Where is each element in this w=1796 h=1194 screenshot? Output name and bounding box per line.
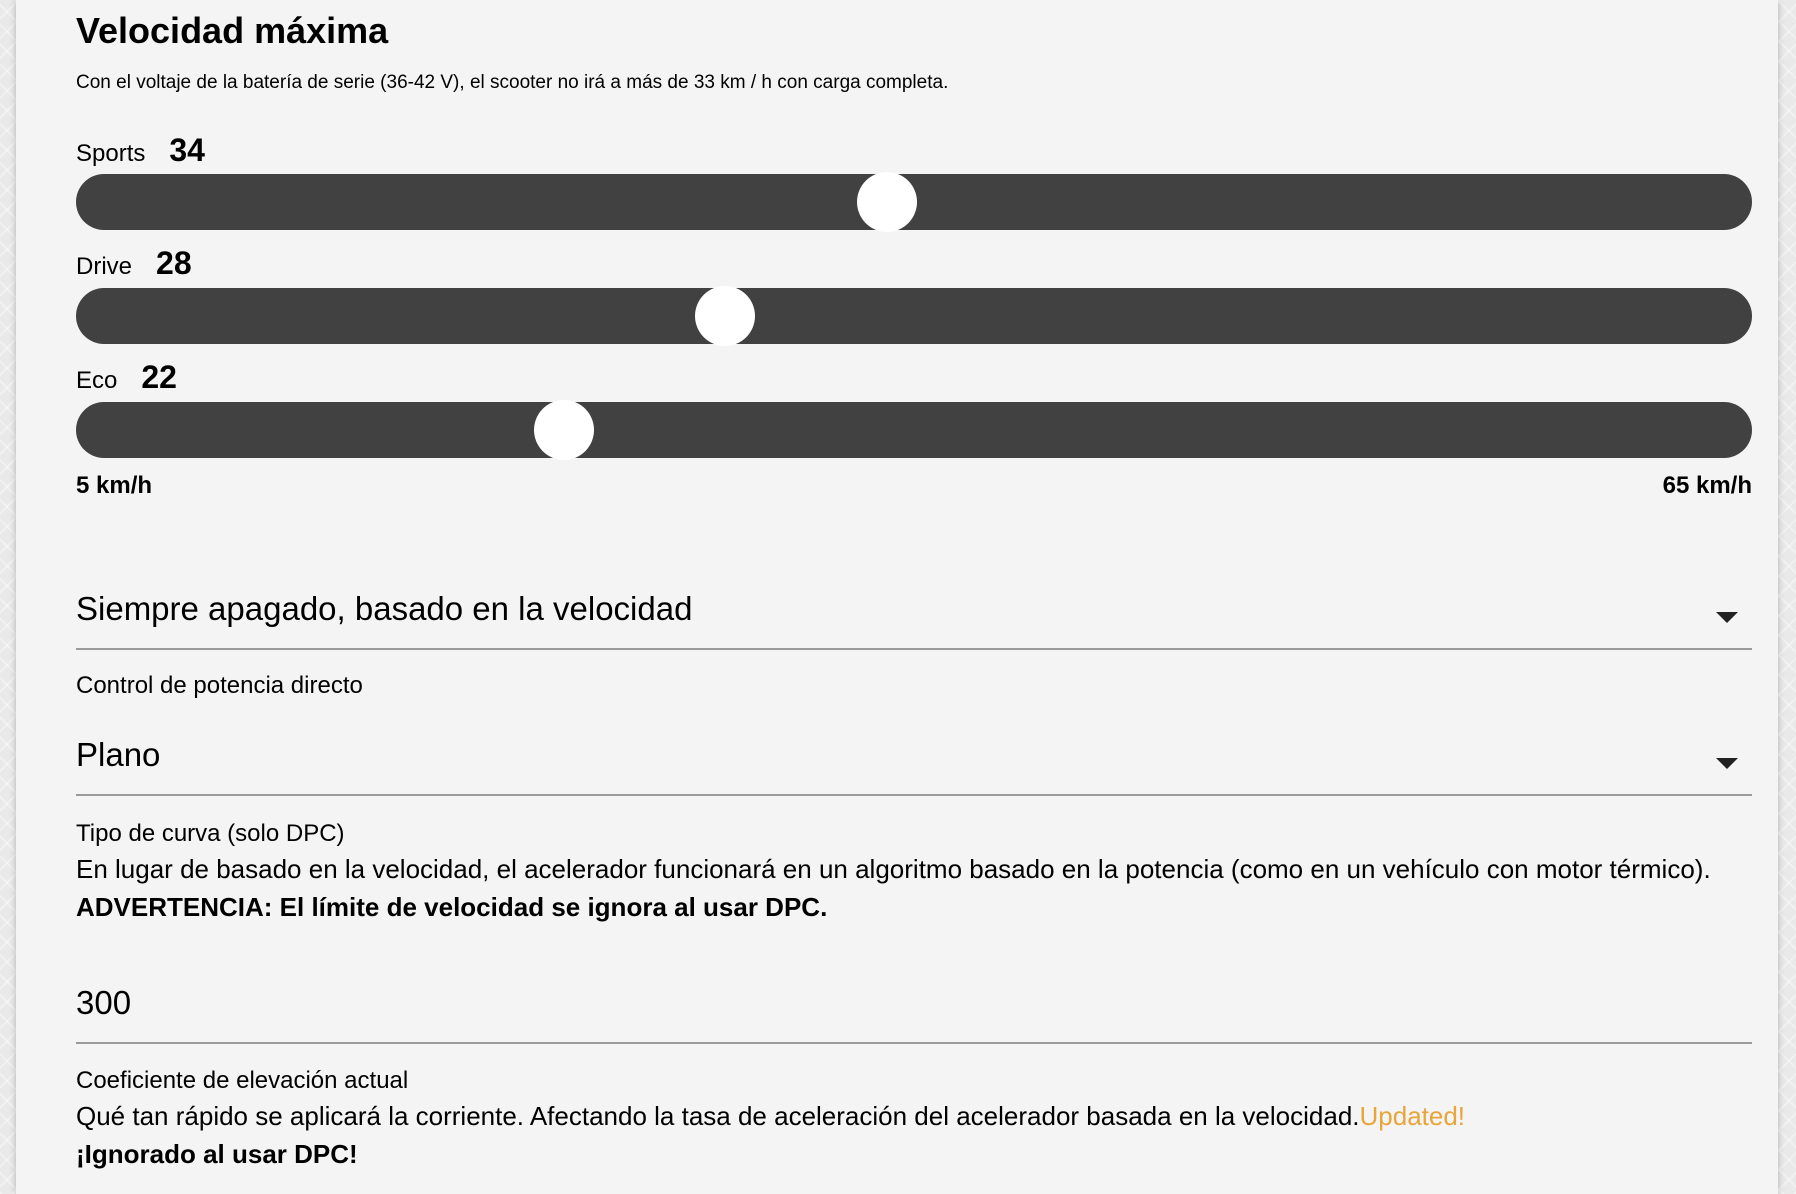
rise-coefficient-note: ¡Ignorado al usar DPC!	[76, 1139, 358, 1169]
slider-thumb[interactable]	[857, 172, 917, 232]
input-value: 300	[76, 984, 132, 1021]
dpc-label: Control de potencia directo	[76, 672, 363, 699]
sports-label	[76, 132, 205, 169]
section-title: Velocidad máxima	[76, 10, 389, 51]
dpc-select[interactable]	[76, 724, 1752, 796]
sports-speed-slider[interactable]	[76, 174, 1752, 230]
drive-speed-slider[interactable]	[76, 288, 1752, 344]
slider-thumb[interactable]	[695, 286, 755, 346]
rise-coefficient-description-text: Qué tan rápido se aplicará la corriente. Afectando la tasa de aceleración del acelerador basada en la velocidad.	[76, 1101, 1360, 1131]
throttle-mode-select[interactable]	[76, 578, 1752, 650]
rise-coefficient-description	[76, 1097, 1766, 1173]
slider-name: Sports	[76, 140, 146, 167]
slider-name: Drive	[76, 253, 133, 280]
eco-speed-slider[interactable]	[76, 402, 1752, 458]
select-value: Siempre apagado, basado en la velocidad	[76, 590, 693, 627]
section-subtitle: Con el voltaje de la batería de serie (36-42 V), el scooter no irá a más de 33 km / h con carga completa.	[76, 72, 949, 93]
updated-status: Updated!	[1359, 1101, 1466, 1131]
chevron-down-icon	[1716, 612, 1738, 623]
range-min-label: 5 km/h	[76, 472, 153, 499]
drive-label	[76, 245, 192, 282]
curve-type-input[interactable]	[76, 968, 1752, 1044]
slider-value: 34	[169, 132, 205, 168]
eco-label	[76, 359, 177, 396]
curve-type-description-text: En lugar de basado en la velocidad, el acelerador funcionará en un algoritmo basado en la potencia (como en un vehículo con motor térmico).	[76, 854, 1711, 884]
curve-type-label: Tipo de curva (solo DPC)	[76, 820, 345, 847]
chevron-down-icon	[1716, 758, 1738, 769]
select-value: Plano	[76, 736, 161, 773]
range-max-label: 65 km/h	[1662, 472, 1752, 499]
slider-value: 28	[156, 245, 192, 281]
slider-value: 22	[141, 359, 177, 395]
slider-name: Eco	[76, 367, 118, 394]
curve-type-warning: ADVERTENCIA: El límite de velocidad se ignora al usar DPC.	[76, 892, 828, 922]
slider-thumb[interactable]	[534, 400, 594, 460]
settings-card	[16, 0, 1778, 1194]
curve-type-description	[76, 850, 1766, 926]
rise-coefficient-label: Coeficiente de elevación actual	[76, 1067, 409, 1094]
